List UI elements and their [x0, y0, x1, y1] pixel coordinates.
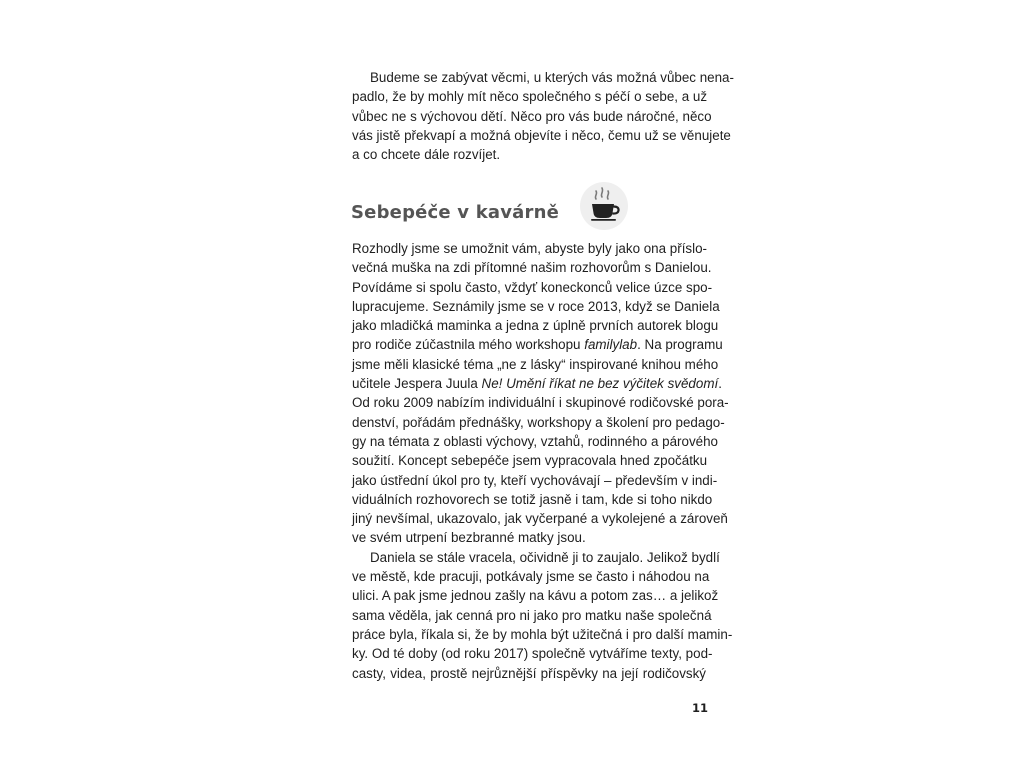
- body-text-run: učitele Jespera Juula: [352, 376, 482, 392]
- body-line: denství, pořádám přednášky, workshopy a školení pro pedago-: [352, 414, 725, 430]
- workshop-name: familylab: [584, 337, 638, 353]
- body-line: ve svém utrpení bezbranné matky jsou.: [352, 530, 586, 546]
- body-text: [352, 239, 733, 683]
- body-line: [352, 374, 722, 393]
- body-line: ky. Od té doby (od roku 2017) společně vytváříme texty, pod-: [352, 646, 713, 662]
- body-line: casty, videa, prostě nejrůznější příspěvky na její rodičovský: [352, 665, 706, 681]
- intro-line: vůbec ne s výchovou dětí. Něco pro vás bude náročné, něco: [352, 108, 712, 124]
- body-line: jako ústřední úkol pro ty, kteří vychovávají – především v indi-: [352, 472, 718, 488]
- body-line: jsme měli klasické téma „ne z lásky“ inspirované knihou mého: [352, 356, 719, 372]
- body-text-run: . Na programu: [637, 337, 723, 353]
- body-line: Povídáme si spolu často, vždyť koneckonců velice úzce spo-: [352, 279, 713, 295]
- intro-line: Budeme se zabývat věcmi, u kterých vás možná vůbec nena-: [370, 70, 734, 85]
- body-line: gy na témata z oblasti výchovy, vztahů, rodinného a párového: [352, 433, 718, 449]
- body-line: lupracujeme. Seznámily jsme se v roce 2013, když se Daniela: [352, 298, 720, 314]
- body-line: [352, 335, 723, 354]
- page-number: 11: [692, 701, 709, 715]
- body-line: ve městě, kde pracuji, potkávaly jsme se často i náhodou na: [352, 569, 710, 585]
- intro-line: a co chcete dále rozvíjet.: [352, 147, 501, 163]
- body-line: večná muška na zdi přítomné našim rozhovorům s Danielou.: [352, 260, 712, 276]
- body-line: soužití. Koncept sebepéče jsem vypracovala hned zpočátku: [352, 453, 708, 469]
- body-line: viduálních rozhovorech se totiž jasně i tam, kde si toho nikdo: [352, 491, 713, 507]
- body-line: jiný nevšímal, ukazovalo, jak vyčerpané a vykolejené a zároveň: [352, 511, 728, 527]
- body-line: Od roku 2009 nabízím individuální i skupinové rodičovské pora-: [352, 395, 729, 411]
- book-title: Ne! Umění říkat ne bez výčitek svědomí: [481, 376, 719, 392]
- intro-line: vás jistě překvapí a možná objevíte i něco, čemu už se věnujete: [352, 127, 731, 143]
- body-line: jako mladičká maminka a jedna z úplně prvních autorek blogu: [352, 318, 719, 334]
- body-line: ulici. A pak jsme jednou zašly na kávu a potom zas… a jelikož: [352, 588, 719, 604]
- coffee-cup-icon: [579, 181, 629, 231]
- body-line: Daniela se stále vracela, očividně ji to zaujalo. Jelikož bydlí: [370, 549, 720, 565]
- intro-line: padlo, že by mohly mít něco společného s péčí o sebe, a už: [352, 89, 708, 105]
- body-text-run: .: [718, 376, 722, 392]
- body-line: Rozhodly jsme se umožnit vám, abyste byly jako ona příslo-: [352, 241, 708, 256]
- body-text-run: pro rodiče zúčastnila mého workshopu: [352, 337, 585, 353]
- body-line: práce byla, říkala si, že by mohla být užitečná i pro další mamin-: [352, 626, 733, 642]
- intro-paragraph: [352, 68, 734, 164]
- body-line: sama věděla, jak cenná pro ni jako pro matku naše společná: [352, 607, 712, 623]
- section-heading: Sebepéče v kavárně: [351, 202, 559, 223]
